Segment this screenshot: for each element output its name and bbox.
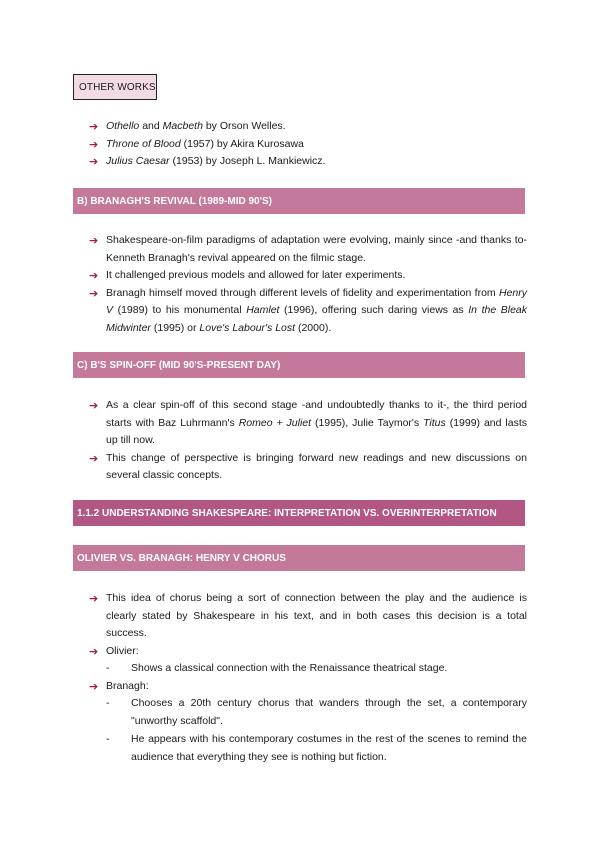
section-c-heading bbox=[73, 352, 525, 378]
section-c-heading-text: C) B'S SPIN-OFF (MID 90'S-PRESENT DAY) bbox=[77, 359, 281, 371]
work-title: Hamlet bbox=[246, 304, 280, 316]
sub-list-item bbox=[106, 695, 527, 730]
section-112-heading bbox=[73, 500, 525, 526]
section-chorus-heading bbox=[73, 545, 525, 571]
section-chorus-list bbox=[89, 590, 527, 766]
arrow-bullet-icon: ➔ bbox=[89, 679, 99, 693]
olivier-sublist bbox=[106, 660, 527, 678]
list-text: Shakespeare-on-film paradigms of adaptation were evolving, mainly since -and thanks to- Kenneth Branagh's revival appeared on the filmic stage. bbox=[106, 234, 527, 264]
list-text: by Orson Welles. bbox=[202, 120, 286, 132]
work-title: Romeo + Juliet bbox=[238, 416, 312, 429]
other-works-heading-text: OTHER WORKS bbox=[79, 81, 156, 93]
list-item bbox=[89, 397, 527, 450]
arrow-bullet-icon: ➔ bbox=[89, 155, 99, 168]
arrow-bullet-icon: ➔ bbox=[89, 451, 99, 465]
list-text: (2000). bbox=[295, 321, 332, 334]
branagh-sublist bbox=[106, 695, 527, 766]
list-text: As a clear spin-off of this second stage -and undoubtedly thanks to it-, the third period starts with Baz Luhrmann's bbox=[106, 399, 527, 429]
dash-bullet-icon: - bbox=[106, 697, 110, 709]
section-b-heading-text: B) BRANAGH'S REVIVAL (1989-MID 90'S) bbox=[77, 195, 272, 207]
list-text: (1999) and lasts up till now. bbox=[106, 416, 528, 446]
list-item bbox=[89, 285, 527, 338]
list-item bbox=[89, 118, 529, 136]
section-c-list bbox=[89, 397, 527, 485]
arrow-bullet-icon: ➔ bbox=[89, 137, 99, 151]
work-title: Throne of Blood bbox=[106, 137, 181, 150]
list-text: Shows a classical connection with the Renaissance theatrical stage. bbox=[131, 662, 448, 674]
list-item bbox=[89, 136, 529, 154]
list-text: (1995) or bbox=[150, 321, 200, 334]
list-text: This idea of chorus being a sort of connection between the play and the audience is clearly stated by Shakespeare in his text, and in both cases this decision is a total success. bbox=[106, 592, 527, 639]
list-item bbox=[89, 450, 527, 485]
list-item bbox=[89, 643, 527, 678]
list-item bbox=[89, 153, 529, 171]
list-text: and bbox=[139, 120, 163, 132]
work-title: Love's Labour's Lost bbox=[199, 321, 296, 334]
work-title: Henry V bbox=[106, 286, 527, 316]
list-item bbox=[89, 678, 527, 767]
list-item bbox=[89, 590, 527, 643]
section-112-heading-text: 1.1.2 UNDERSTANDING SHAKESPEARE: INTERPRETATION VS. OVERINTERPRETATION bbox=[77, 507, 497, 519]
list-text: He appears with his contemporary costumes in the rest of the scenes to remind the audience that everything they see is nothing but fiction. bbox=[131, 733, 527, 763]
list-text: Chooses a 20th century chorus that wanders through the set, a contemporary "unworthy scaffold". bbox=[131, 697, 527, 727]
list-text: (1953) by Joseph L. Mankiewicz. bbox=[169, 155, 326, 167]
arrow-bullet-icon: ➔ bbox=[89, 234, 99, 247]
sub-list-item bbox=[106, 731, 527, 766]
olivier-label: Olivier: bbox=[106, 644, 139, 657]
arrow-bullet-icon: ➔ bbox=[89, 399, 99, 412]
dash-bullet-icon: - bbox=[106, 662, 110, 674]
other-works-heading bbox=[73, 74, 157, 100]
dash-bullet-icon: - bbox=[106, 733, 110, 745]
list-text: (1957) by Akira Kurosawa bbox=[180, 137, 304, 150]
work-title: Titus bbox=[423, 416, 446, 429]
list-text: It challenged previous models and allowed for later experiments. bbox=[106, 269, 406, 281]
section-b-heading bbox=[73, 188, 525, 214]
list-text: This change of perspective is bringing forward new readings and new discussions on several classic concepts. bbox=[106, 451, 527, 481]
work-title: Macbeth bbox=[162, 120, 203, 132]
list-text: (1996), offering such daring views as bbox=[279, 304, 469, 316]
list-item bbox=[89, 232, 527, 267]
other-works-list bbox=[89, 118, 529, 171]
list-text: (1995), Julie Taymor's bbox=[311, 416, 424, 429]
section-b-list bbox=[89, 232, 527, 337]
work-title: Julius Caesar bbox=[106, 155, 170, 167]
list-text: Branagh himself moved through different levels of fidelity and experimentation from bbox=[106, 286, 499, 299]
list-item bbox=[89, 267, 527, 285]
section-chorus-heading-text: OLIVIER VS. BRANAGH: HENRY V CHORUS bbox=[77, 552, 286, 564]
work-title: In the Bleak Midwinter bbox=[106, 304, 528, 334]
arrow-bullet-icon: ➔ bbox=[89, 592, 99, 605]
sub-list-item bbox=[106, 660, 527, 678]
arrow-bullet-icon: ➔ bbox=[89, 644, 99, 658]
arrow-bullet-icon: ➔ bbox=[89, 120, 99, 133]
arrow-bullet-icon: ➔ bbox=[89, 286, 99, 300]
work-title: Othello bbox=[106, 120, 140, 132]
list-text: (1989) to his monumental bbox=[113, 304, 247, 316]
arrow-bullet-icon: ➔ bbox=[89, 269, 99, 282]
branagh-label: Branagh: bbox=[106, 679, 149, 692]
